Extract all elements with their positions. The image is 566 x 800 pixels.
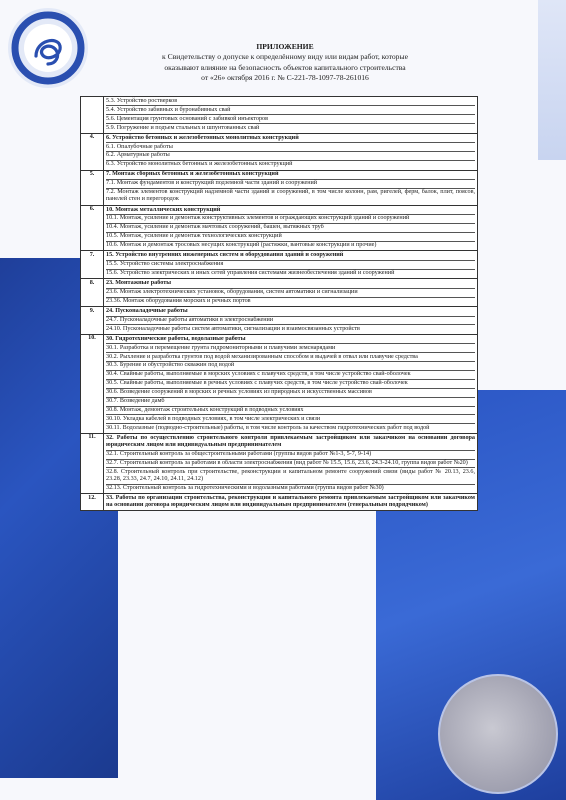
work-item: 30.7. Возведение дамб (106, 397, 475, 406)
work-group-title: 24. Пусконаладочные работы (106, 307, 188, 314)
work-item: 5.3. Устройство ростверков (106, 97, 178, 104)
table-row (81, 170, 478, 205)
row-number: 4. (81, 133, 104, 170)
work-item: 23.6. Монтаж электротехнических установок, оборудования, систем автоматики и сигнализации (106, 288, 475, 297)
work-item: 10.1. Монтаж, усиление и демонтаж конструктивных элементов и ограждающих конструкций зданий и сооружений (106, 214, 475, 223)
header-title: ПРИЛОЖЕНИЕ (256, 42, 314, 51)
table-row (81, 279, 478, 307)
row-number: 5. (81, 170, 104, 205)
work-group-title: 7. Монтаж сборных бетонных и железобетонных конструкций (106, 171, 279, 178)
row-number: 8. (81, 279, 104, 307)
work-item: 24.7. Пусконаладочные работы автоматики в электроснабжении (106, 316, 475, 325)
logo-emblem-icon (6, 6, 90, 90)
row-number: 7. (81, 251, 104, 279)
works-table (80, 96, 478, 511)
work-item: 32.1. Строительный контроль за общестроительными работами (группы видов работ №1-3, 5-7, 9-14) (106, 450, 475, 459)
work-item: 15.5. Устройство системы электроснабжения (106, 260, 475, 269)
work-item: 30.4. Свайные работы, выполняемые в морских условиях с плавучих средств, в том числе устройство свай-оболочек (106, 370, 475, 379)
row-content (104, 205, 478, 251)
work-item: 15.6. Устройство электрических и иных сетей управления системами жизнеобеспечения зданий и сооружений (106, 269, 475, 278)
work-group-title: 6. Устройство бетонных и железобетонных монолитных конструкций (106, 134, 299, 141)
work-item: 30.10. Укладка кабелей в подводных условиях, в том числе электрических и связи (106, 414, 475, 423)
work-group-title: 10. Монтаж металлических конструкций (106, 206, 221, 213)
row-number: 12. (81, 494, 104, 511)
table-row (81, 97, 478, 134)
table-row (81, 251, 478, 279)
work-item: 5.4. Устройство забивных и буронабивных свай (106, 105, 475, 114)
row-content (104, 433, 478, 493)
work-item: 30.3. Бурение и обустройство скважин под водой (106, 361, 475, 370)
work-item: 7.2. Монтаж элементов конструкций надземной части зданий и сооружений, в том числе колонн, рам, ригелей, ферм, балок, плит, поясов, панелей стен и перегородок (106, 189, 475, 203)
row-content (104, 97, 478, 134)
work-item: 6.1. Опалубочные работы (106, 142, 475, 151)
work-item: 24.10. Пусконаладочные работы систем автоматики, сигнализации и взаимосвязанных устройств (106, 324, 475, 333)
row-number: 6. (81, 205, 104, 251)
row-content (104, 279, 478, 307)
row-content (104, 133, 478, 170)
work-item: 6.2. Арматурные работы (106, 151, 475, 160)
work-item: 6.3. Устройство монолитных бетонных и железобетонных конструкций (106, 160, 475, 169)
row-number (81, 97, 104, 134)
work-item: 7.1. Монтаж фундаментов и конструкций подземной части зданий и сооружений (106, 179, 475, 188)
work-item: 30.1. Разработка и перемещение грунта гидромониторными и плавучими земснарядами (106, 343, 475, 352)
row-content (104, 494, 478, 511)
seal-circle (438, 674, 558, 794)
work-item: 5.9. Погружение и подъем стальных и шпунтованных свай (106, 123, 475, 132)
work-group-title: 30. Гидротехнические работы, водолазные работы (106, 335, 246, 342)
table-row (81, 133, 478, 170)
work-item: 10.6. Монтаж и демонтаж тросовых несущих конструкций (растяжки, вантовые конструкции и прочие) (106, 241, 475, 250)
row-number: 11. (81, 433, 104, 493)
row-content (104, 170, 478, 205)
header-line-2: оказывают влияние на безопасность объектов капитального строительства (164, 62, 406, 72)
table-row (81, 494, 478, 511)
row-content (104, 307, 478, 335)
work-item: 30.6. Возведение сооружений в морских и речных условиях из природных и искусственных массивов (106, 388, 475, 397)
work-group-title: 33. Работы по организации строительства, реконструкции и капитального ремонта привлекаемым застройщиком или заказчиком на основании договора юридическим лицом или индивидуальным предпринимателем (генеральным подрядчиком) (106, 494, 475, 509)
decorative-edge (538, 0, 566, 160)
table-row (81, 433, 478, 493)
row-content (104, 334, 478, 433)
work-group-title: 15. Устройство внутренних инженерных систем и оборудования зданий и сооружений (106, 252, 344, 259)
work-item: 23.36. Монтаж оборудования морских и речных портов (106, 297, 475, 306)
work-item: 30.11. Водолазные (подводно-строительные) работы, в том числе контроль за качеством гидротехнических работ под водой (106, 423, 475, 432)
work-item: 10.4. Монтаж, усиление и демонтаж мачтовых сооружений, башен, вытяжных труб (106, 223, 475, 232)
work-item: 32.7. Строительный контроль за работами в области электроснабжения (вид работ № 15.5, 15.6, 23.6, 24.3-24.10, группа видов работ №20) (106, 459, 475, 468)
table-row (81, 334, 478, 433)
header-line-3: от «26» октября 2016 г. № С-221-78-1097-78-261016 (201, 73, 369, 83)
document-header (120, 42, 450, 84)
work-item: 5.6. Цементация грунтовых оснований с забивкой инъекторов (106, 114, 475, 123)
row-content (104, 251, 478, 279)
work-item: 32.8. Строительный контроль при строительстве, реконструкции и капитальном ремонте сооружений связи (виды работ № 20.13, 23.6, 23.28, 23.33, 24.7, 24.10, 24.11, 24.12) (106, 468, 475, 483)
work-item: 32.13. Строительный контроль за гидротехническими и водолазными работами (группа видов работ №30) (106, 484, 475, 493)
work-item: 30.2. Рыхление и разработка грунтов под водой механизированным способом и выдачей в отвал или плавучие средства (106, 352, 475, 361)
work-group-title: 32. Работы по осуществлению строительного контроля привлекаемым застройщиком или заказчиком на основании договора юридическим лицом или индивидуальным предпринимателем (106, 434, 475, 449)
header-line-1: к Свидетельству о допуске к определённому виду или видам работ, которые (162, 52, 408, 62)
row-number: 9. (81, 307, 104, 335)
work-group-title: 23. Монтажные работы (106, 280, 172, 287)
work-item: 10.5. Монтаж, усиление и демонтаж технологических конструкций (106, 232, 475, 241)
table-row (81, 205, 478, 251)
work-item: 30.5. Свайные работы, выполняемые в речных условиях с плавучих средств, в том числе устройство свай-оболочек (106, 379, 475, 388)
table-row (81, 307, 478, 335)
work-item: 30.8. Монтаж, демонтаж строительных конструкций в подводных условиях (106, 406, 475, 415)
row-number: 10. (81, 334, 104, 433)
